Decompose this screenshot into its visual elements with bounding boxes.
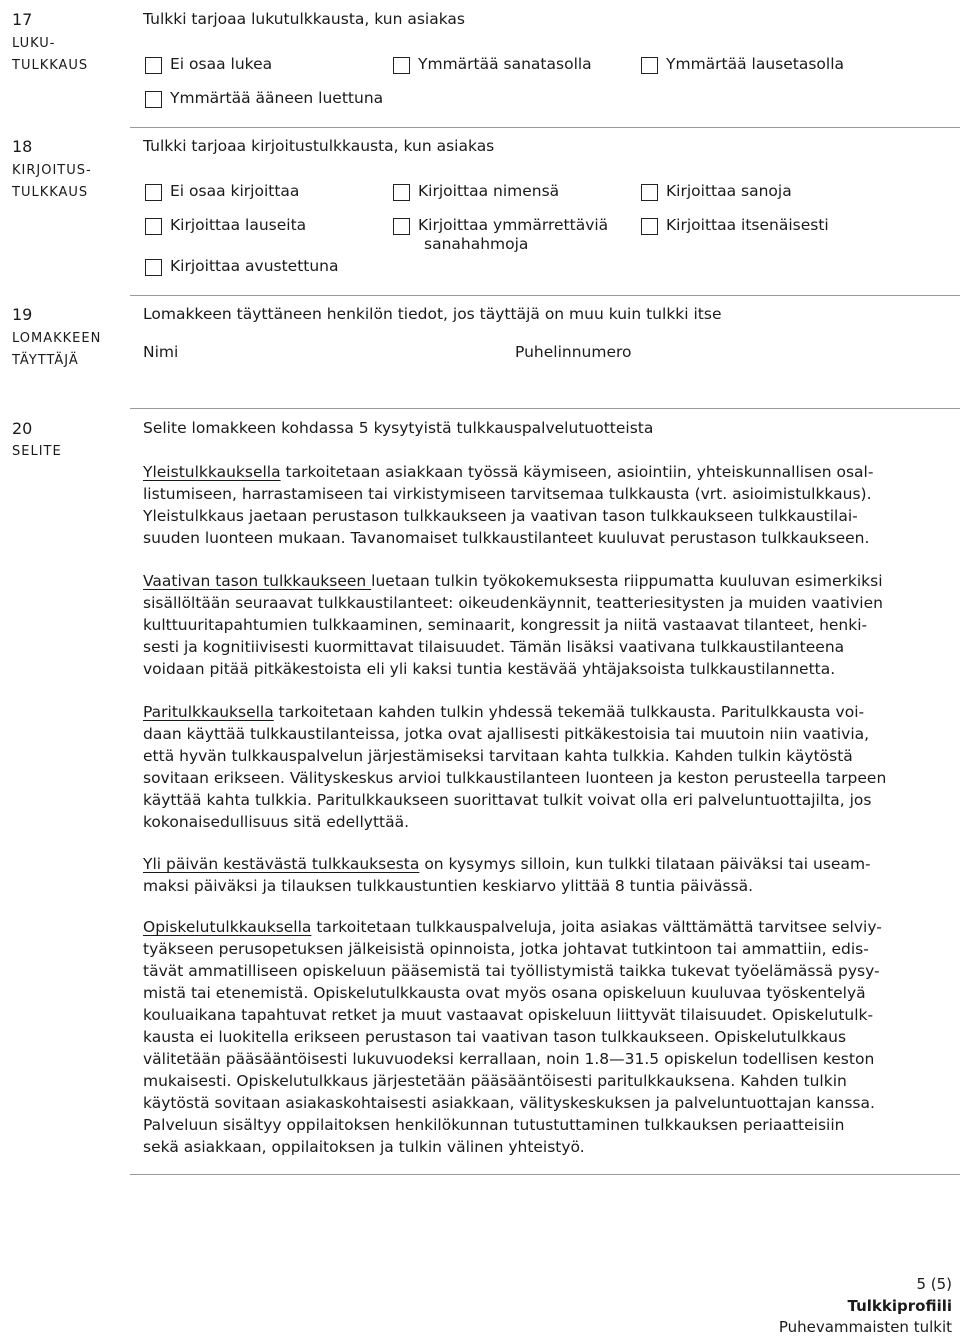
- paragraph-multi-day-interpreting: [143, 853, 918, 897]
- text-line: Palveluun sisältyy oppilaitoksen henkilökunnan tutustuttaminen tulkkauksen periaatteisiin: [143, 1116, 845, 1134]
- checkbox-square[interactable]: [145, 218, 162, 235]
- section-label-line: SELITE: [12, 444, 62, 459]
- text-line: käyttää kahta tulkkia. Paritulkkaukseen suorittavat tulkit voivat olla eri palveluntuottajilta, jos: [143, 791, 872, 809]
- paragraph-demanding-interpreting: [143, 570, 918, 680]
- checkbox-square[interactable]: [641, 57, 658, 74]
- text-line: maksi päiväksi ja tilauksen tulkkaustuntien keskiarvo ylittää 8 tuntia päivässä.: [143, 877, 754, 895]
- checkbox-writes-name[interactable]: [393, 182, 559, 201]
- text-line: tyäkseen perusopetuksen jälkeisistä opinnoista, jotka johtavat tutkintoon tai ammattiin, edis-: [143, 940, 869, 958]
- checkbox-label: Ei osaa lukea: [170, 55, 273, 73]
- section-number: 20: [12, 419, 33, 438]
- checkbox-label: [418, 216, 608, 254]
- checkbox-label: Kirjoittaa avustettuna: [170, 257, 339, 275]
- paragraph-study-interpreting: [143, 916, 918, 1158]
- checkbox-label: Ymmärtää lausetasolla: [666, 55, 845, 73]
- checkbox-understands-words[interactable]: [393, 55, 592, 74]
- section-divider: [130, 1174, 960, 1175]
- checkbox-label: Ymmärtää ääneen luettuna: [170, 89, 384, 107]
- section-heading: Lomakkeen täyttäneen henkilön tiedot, jos täyttäjä on muu kuin tulkki itse: [143, 305, 722, 323]
- section-divider: [130, 408, 960, 409]
- term: Paritulkkauksella: [143, 703, 274, 721]
- term: Yli päivän kestävästä tulkkauksesta: [143, 855, 420, 873]
- text-line: kouluaikana tapahtuvat retket ja muut vastaavat opiskeluun liittyvät tilaisuudet. Opiskelutulk-: [143, 1006, 874, 1024]
- section-number: 18: [12, 137, 33, 156]
- checkbox-label: Kirjoittaa nimensä: [418, 182, 560, 200]
- checkbox-understands-read-aloud[interactable]: [145, 89, 383, 108]
- text-line: tävät ammatilliseen opiskeluun pääsemistä tai työllistymistä taikka tukevat työelämässä pysy-: [143, 962, 880, 980]
- text-line: suuden luonteen mukaan. Tavanomaiset tulkkaustilanteet kuuluvat perustason tulkkaukseen.: [143, 529, 870, 547]
- checkbox-cannot-read[interactable]: [145, 55, 272, 74]
- checkbox-square[interactable]: [145, 91, 162, 108]
- text-line: mukaisesti. Opiskelutulkkaus järjestetään pääsääntöisesti paritulkkauksena. Kahden tulkin: [143, 1072, 847, 1090]
- text-line: tarkoitetaan asiakkaan työssä käymiseen, asiointiin, yhteiskunnallisen osal-: [280, 463, 874, 481]
- checkbox-label: Kirjoittaa sanoja: [666, 182, 792, 200]
- section-number: 19: [12, 305, 33, 324]
- text-line: tarkoitetaan kahden tulkin yhdessä tekemää tulkkausta. Paritulkkausta voi-: [273, 703, 865, 721]
- term: Opiskelutulkkauksella: [143, 918, 312, 936]
- checkbox-square[interactable]: [145, 184, 162, 201]
- section-heading: Selite lomakkeen kohdassa 5 kysytyistä tulkkauspalvelutuotteista: [143, 419, 654, 437]
- section-label-line: LOMAKKEEN: [12, 331, 102, 346]
- text-line: kokonaisedullisuus sitä edellyttää.: [143, 813, 410, 831]
- text-line: sesti ja kognitiivisesti kuormittavat tilaisuudet. Tämän lisäksi vaativana tulkkaustilanteena: [143, 638, 845, 656]
- checkbox-writes-independently[interactable]: [641, 216, 829, 235]
- section-label-line: TULKKAUS: [12, 58, 89, 73]
- text-line: että hyvän tulkkauspalvelun järjestämiseksi tarvitaan kahta tulkkia. Kahden tulkin käytöstä: [143, 747, 853, 765]
- checkbox-writes-word-shapes[interactable]: [393, 216, 608, 254]
- text-line: sekä asiakkaan, oppilaitoksen ja tulkin välinen yhteistyö.: [143, 1138, 585, 1156]
- text-line: Yleistulkkaus jaetaan perustason tulkkaukseen ja vaativan tason tulkkaukseen tulkkaustilai-: [143, 507, 858, 525]
- checkbox-square[interactable]: [145, 259, 162, 276]
- text-line: kausta ei luokitella erikseen perustason tai vaativan tason tulkkaukseen. Opiskelutulkkaus: [143, 1028, 847, 1046]
- text-line: on kysymys silloin, kun tulkki tilataan päiväksi tai useam-: [419, 855, 871, 873]
- paragraph-pair-interpreting: [143, 701, 918, 833]
- checkbox-square[interactable]: [393, 218, 410, 235]
- checkbox-square[interactable]: [393, 184, 410, 201]
- term: Yleistulkkauksella: [143, 463, 281, 481]
- section-heading: Tulkki tarjoaa kirjoitustulkkausta, kun asiakas: [143, 137, 495, 155]
- section-divider: [130, 295, 960, 296]
- section-label: [12, 160, 92, 204]
- document-title: Tulkkiprofiili: [847, 1297, 952, 1315]
- text-line: sisällöltään seuraavat tulkkaustilanteet: oikeudenkäynnit, teatteriesitysten ja muiden vaativien: [143, 594, 883, 612]
- checkbox-square[interactable]: [641, 218, 658, 235]
- phone-field-label[interactable]: Puhelinnumero: [515, 343, 632, 361]
- text-line: välitetään pääsääntöisesti lukuvuodeksi kerrallaan, noin 1.8—31.5 opiskelun todellisen keston: [143, 1050, 875, 1068]
- checkbox-label: Ei osaa kirjoittaa: [170, 182, 300, 200]
- checkbox-label: Kirjoittaa itsenäisesti: [666, 216, 829, 234]
- paragraph-general-interpreting: [143, 461, 918, 549]
- checkbox-label-line: sanahahmoja: [424, 235, 529, 253]
- text-line: daan käyttää tulkkaustilanteissa, jotka ovat ajallisesti pitkäkestoisia tai muutoin niin vaativia,: [143, 725, 870, 743]
- section-label: [12, 441, 62, 463]
- section-label-line: KIRJOITUS-: [12, 163, 92, 178]
- checkbox-cannot-write[interactable]: [145, 182, 299, 201]
- section-label: [12, 328, 101, 372]
- text-line: tarkoitetaan tulkkauspalveluja, joita asiakas välttämättä tarvitsee selviy-: [311, 918, 882, 936]
- checkbox-writes-assisted[interactable]: [145, 257, 339, 276]
- text-line: voidaan pitää pitkäkestoista eli yli kaksi tuntia kestävää yhtäjaksoista tulkkaustilannetta.: [143, 660, 836, 678]
- section-heading: Tulkki tarjoaa lukutulkkausta, kun asiakas: [143, 10, 465, 28]
- section-label-line: TÄYTTÄJÄ: [12, 353, 79, 368]
- section-divider: [130, 127, 960, 128]
- text-line: käytöstä sovitaan asiakaskohtaisesti asiakkaan, välityskeskuksen ja palveluntuottajan kanssa.: [143, 1094, 875, 1112]
- section-label-line: LUKU-: [12, 36, 56, 51]
- checkbox-label: Ymmärtää sanatasolla: [418, 55, 592, 73]
- checkbox-writes-words[interactable]: [641, 182, 792, 201]
- section-label-line: TULKKAUS: [12, 185, 89, 200]
- checkbox-square[interactable]: [393, 57, 410, 74]
- page-number: 5 (5): [916, 1275, 952, 1293]
- text-line: kulttuuritapahtumien tulkkaaminen, seminaarit, kongressit ja niitä vastaavat tilanteet, henki-: [143, 616, 868, 634]
- section-number: 17: [12, 10, 33, 29]
- checkbox-square[interactable]: [145, 57, 162, 74]
- checkbox-square[interactable]: [641, 184, 658, 201]
- checkbox-label: Kirjoittaa lauseita: [170, 216, 307, 234]
- text-line: luetaan tulkin työkokemuksesta riippumatta kuuluvan esimerkiksi: [371, 572, 883, 590]
- term: Vaativan tason tulkkaukseen: [143, 572, 372, 590]
- organization-name: Puhevammaisten tulkit: [778, 1318, 952, 1336]
- text-line: sovitaan erikseen. Välityskeskus arvioi tulkkaustilanteen luonteen ja keston perusteella tarpeen: [143, 769, 887, 787]
- text-line: listumiseen, harrastamiseen tai virkistymiseen tarvitsemaa tulkkausta (vrt. asioimistulkkaus).: [143, 485, 872, 503]
- checkbox-understands-sentences[interactable]: [641, 55, 844, 74]
- checkbox-label-line: Kirjoittaa ymmärrettäviä: [418, 216, 609, 234]
- name-field-label[interactable]: Nimi: [143, 343, 179, 361]
- text-line: mistä tai etenemistä. Opiskelutulkkausta ovat myös osana opiskeluun kuuluvaa työskentelyä: [143, 984, 866, 1002]
- section-label: [12, 33, 88, 77]
- checkbox-writes-sentences[interactable]: [145, 216, 306, 235]
